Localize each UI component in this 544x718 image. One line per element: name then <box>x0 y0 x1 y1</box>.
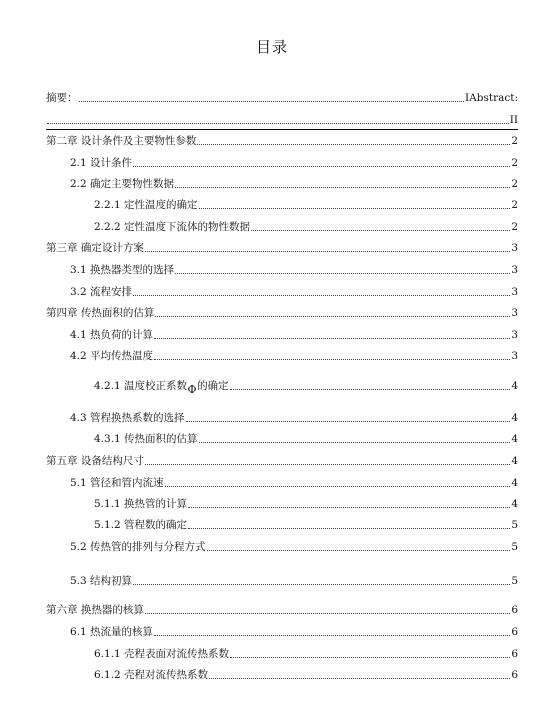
toc-entry-label: 3.1 换热器类型的选择 <box>70 264 175 276</box>
toc-entry-label: 5.2 传热管的排列与分程方式 <box>70 541 206 553</box>
toc-entry[interactable] <box>70 476 518 490</box>
toc-entry-label: 4.2.1 温度校正系数 <box>94 380 188 392</box>
header-rule <box>46 129 518 130</box>
toc-entry-label-suffix: 的确定 <box>197 380 229 392</box>
toc-entry[interactable] <box>70 156 518 170</box>
toc-leader-dots <box>251 230 510 231</box>
toc-title: 目录 <box>255 38 288 56</box>
toc-entry[interactable] <box>70 328 518 342</box>
toc-leader-dots <box>165 486 511 487</box>
toc-entry[interactable] <box>94 220 518 234</box>
toc-entry[interactable] <box>70 625 518 639</box>
toc-entry-label: 5.1.1 换热管的计算 <box>94 498 188 510</box>
toc-entry-label: 6.1.2 壳程对流传热系数 <box>94 669 209 681</box>
toc-entry[interactable] <box>70 263 518 277</box>
toc-entry-page: 5 <box>511 575 518 587</box>
toc-leader-dots <box>230 389 511 390</box>
toc-entry-page: 4 <box>511 477 518 489</box>
toc-entry[interactable] <box>94 432 518 446</box>
toc-leader-dots <box>154 359 510 360</box>
toc-leader-dots <box>209 678 510 679</box>
toc-entry[interactable] <box>46 241 518 255</box>
toc-entry-abstract[interactable] <box>46 91 518 105</box>
toc-entry-label: 第五章 设备结构尺寸 <box>46 455 144 467</box>
toc-entry-page: 6 <box>511 669 518 681</box>
toc-entry[interactable] <box>46 134 518 148</box>
toc-leader-dots <box>133 295 510 296</box>
toc-entry-label: 4.3.1 传热面积的估算 <box>94 433 198 445</box>
toc-entry-label: 2.2.2 定性温度下流体的物性数据 <box>94 221 251 233</box>
toc-entry-label: 第四章 传热面积的估算 <box>46 307 155 319</box>
toc-leader-dots <box>199 208 511 209</box>
toc-entry-label: 6.1.1 壳程表面对流传热系数 <box>94 648 230 660</box>
toc-entry-page: 4 <box>511 380 518 392</box>
toc-leader-dots <box>230 657 510 658</box>
toc-entry[interactable] <box>94 198 518 212</box>
toc-entry[interactable] <box>94 668 518 682</box>
toc-entry-page: 4 <box>511 412 518 424</box>
toc-entry-trail: IAbstract: <box>465 92 518 104</box>
toc-leader-dots <box>133 584 510 585</box>
toc-entry-label: 5.3 结构初算 <box>70 575 133 587</box>
toc-entry-label: 第三章 确定设计方案 <box>46 242 144 254</box>
toc-entry-page: 3 <box>511 264 518 276</box>
toc-leader-dots <box>145 464 510 465</box>
toc-leader-dots <box>186 421 511 422</box>
toc-entry[interactable] <box>46 454 518 468</box>
toc-entry[interactable] <box>94 379 518 396</box>
toc-entry-label: 2.2 确定主要物性数据 <box>70 178 175 190</box>
toc-entry-label: 2.2.1 定性温度的确定 <box>94 199 198 211</box>
toc-leader-dots <box>175 187 510 188</box>
toc-leader-dots <box>188 528 510 529</box>
toc-entry-page: 4 <box>511 455 518 467</box>
toc-entry[interactable] <box>94 497 518 511</box>
toc-entry-page: 5 <box>511 541 518 553</box>
toc-leader-dots <box>188 507 510 508</box>
toc-entry-page: 3 <box>511 329 518 341</box>
toc-entry-page: 3 <box>511 242 518 254</box>
toc-entry-page: 5 <box>511 519 518 531</box>
toc-entry-page: 3 <box>511 350 518 362</box>
toc-leader-dots <box>79 101 465 102</box>
toc-leader-dots <box>197 144 510 145</box>
toc-leader-dots <box>154 635 510 636</box>
toc-leader-dots <box>155 316 510 317</box>
toc-entry[interactable] <box>46 603 518 617</box>
toc-entry[interactable] <box>94 518 518 532</box>
toc-entry-page: 6 <box>511 648 518 660</box>
toc-entry-label: 5.1.2 管程数的确定 <box>94 519 188 531</box>
toc-entry[interactable] <box>70 540 518 554</box>
toc-entry-label: 6.1 热流量的核算 <box>70 626 154 638</box>
toc-entry-page: 3 <box>511 286 518 298</box>
toc-entry-page: 2 <box>511 199 518 211</box>
toc-leader-dots <box>175 273 510 274</box>
toc-entry-label: 3.2 流程安排 <box>70 286 133 298</box>
toc-entry-abstract-cont[interactable] <box>46 113 518 127</box>
toc-entry-page: 6 <box>511 604 518 616</box>
phi-symbol-icon: Φ <box>187 383 197 396</box>
toc-entry-label: 摘要： <box>46 92 78 104</box>
toc-entry-label: 4.3 管程换热系数的选择 <box>70 412 185 424</box>
toc-leader-dots <box>133 166 510 167</box>
toc-leader-dots <box>47 123 509 124</box>
toc-leader-dots <box>145 251 510 252</box>
toc-leader-dots <box>207 550 511 551</box>
toc-leader-dots <box>199 442 511 443</box>
toc-entry-label: 4.1 热负荷的计算 <box>70 329 154 341</box>
toc-entry-page: 4 <box>511 498 518 510</box>
toc-entry-page: 3 <box>511 307 518 319</box>
toc-entry-page: 2 <box>511 178 518 190</box>
toc-entry[interactable] <box>94 647 518 661</box>
toc-entry-label: 第二章 设计条件及主要物性参数 <box>46 135 197 147</box>
toc-entry-page: 2 <box>511 221 518 233</box>
toc-entry-page: 4 <box>511 433 518 445</box>
toc-entry-label: 第六章 换热器的核算 <box>46 604 144 616</box>
toc-entry-label: 5.1 管径和管内流速 <box>70 477 164 489</box>
toc-entry-label: 4.2 平均传热温度 <box>70 350 154 362</box>
toc-leader-dots <box>145 613 510 614</box>
toc-entry[interactable] <box>70 574 518 588</box>
toc-entry-page: 2 <box>511 157 518 169</box>
toc-entry[interactable] <box>70 285 518 299</box>
toc-entry[interactable] <box>70 349 518 363</box>
toc-entry-page: 6 <box>511 626 518 638</box>
toc-leader-dots <box>154 338 510 339</box>
toc-entry[interactable] <box>46 306 518 320</box>
toc-entry[interactable] <box>70 177 518 191</box>
toc-entry-label: 2.1 设计条件 <box>70 157 133 169</box>
toc-entry-page: II <box>509 114 518 126</box>
toc-entry[interactable] <box>70 411 518 425</box>
toc-entry-page: 2 <box>511 135 518 147</box>
